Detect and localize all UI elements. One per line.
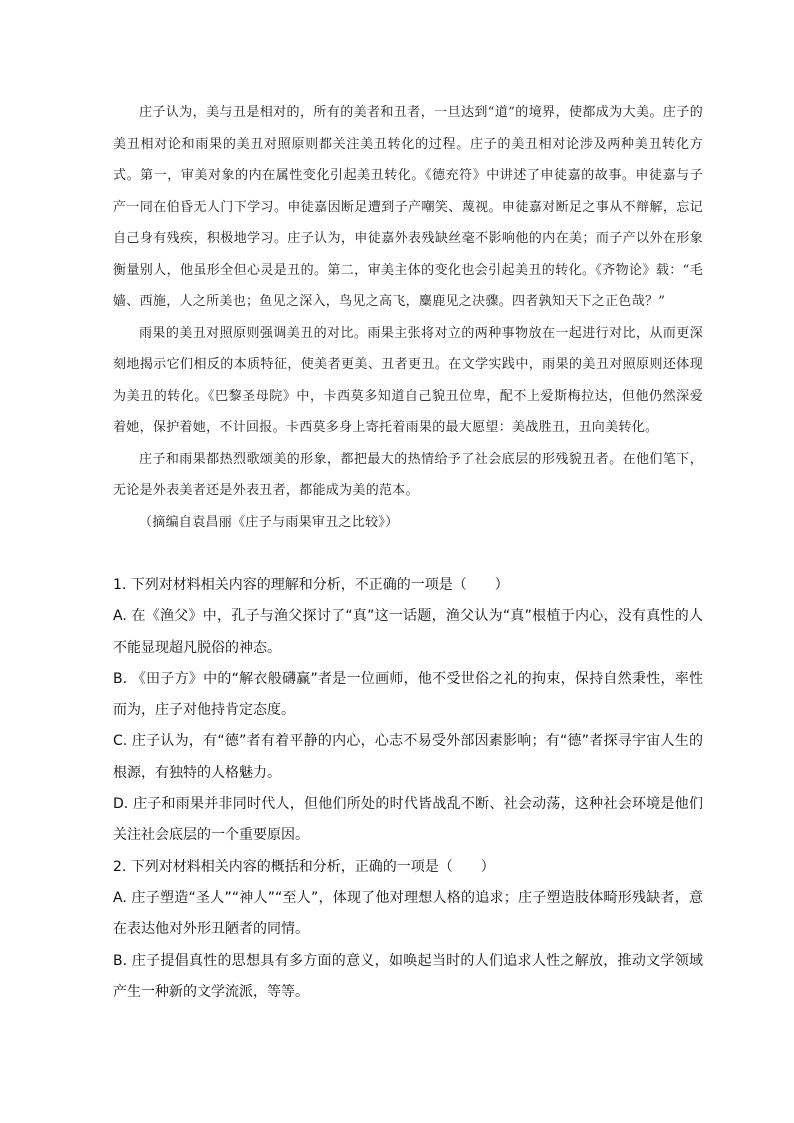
question-2-stem: 2. 下列对材料相关内容的概括和分析，正确的一项是（ ） [113,858,495,875]
passage-source: （摘编自袁昌丽《庄子与雨果审丑之比较》） [139,514,399,530]
question-1-option-b: B. 《田子方》中的“解衣般礴赢”者是一位画师，他不受世俗之礼的拘束，保持自然秉性，率性而为，庄子对他持肯定态度。 [113,670,703,719]
question-1-option-d: D. 庄子和雨果并非同时代人，但他们所处的时代皆战乱不断、社会动荡，这种社会环境是他们关注社会底层的一个重要原因。 [113,796,703,844]
reading-passage [113,97,703,538]
question-1-option-a: A. 在《渔父》中，孔子与渔父探讨了“真”这一话题，渔父认为“真”根植于内心，没有真性的人不能显现超凡脱俗的神态。 [113,608,703,656]
question-section [113,570,703,1008]
question-2-option-a: A. 庄子塑造“圣人”“神人”“至人”，体现了他对理想人格的追求；庄子塑造肢体畸形残缺者，意在表达他对外形丑陋者的同情。 [113,889,703,938]
passage-paragraph-3: 庄子和雨果都热烈歌颂美的形象，都把最大的热情给予了社会底层的形残貌丑者。在他们笔下，无论是外表美者还是外表丑者，都能成为美的范本。 [113,451,703,498]
question-1-option-c: C. 庄子认为，有“德”者有着平静的内心，心志不易受外部因素影响；有“德”者探寻宇宙人生的根源，有独特的人格魅力。 [113,733,703,781]
question-2-option-b: B. 庄子提倡真性的思想具有多方面的意义，如唤起当时的人们追求人性之解放，推动文学领域产生一种新的文学流派，等等。 [113,952,703,1000]
passage-paragraph-1: 庄子认为，美与丑是相对的，所有的美者和丑者，一旦达到“道”的境界，使都成为大美。庄子的美丑相对论和雨果的美丑对照原则都关注美丑转化的过程。庄子的美丑相对论涉及两种美丑转化方式。第一，审美对象的内在属性变化引起美丑转化。《德充符》中讲述了申徒嘉的故事。申徒嘉与子产一同在伯昏无人门下学习。申徒嘉因断足遭到子产嘲笑、蔑视。申徒嘉对断足之事从不辩解，忘记自己身有残疾，积极地学习。庄子认为，申徒嘉外表残缺丝毫不影响他的内在美；而子产以外在形象衡量别人，他虽形全但心灵是丑的。第二，审美主体的变化也会引起美丑的转化。《齐物论》载：“毛嫱、西施，人之所美也；鱼见之深入，鸟见之高飞，麋鹿见之决骤。四者孰知天下之正色哉？” [113,105,703,309]
question-1-stem: 1. 下列对材料相关内容的理解和分析，不正确的一项是（ ） [113,577,509,593]
passage-paragraph-2: 雨果的美丑对照原则强调美丑的对比。雨果主张将对立的两种事物放在一起进行对比，从而更深刻地揭示它们相反的本质特征，使美者更美、丑者更丑。在文学实践中，雨果的美丑对照原则还体现为美丑的转化。《巴黎圣母院》中，卡西莫多知道自己貌丑位卑，配不上爱斯梅拉达，但他仍然深爱着她，保护着她，不计回报。卡西莫多身上寄托着雨果的最大愿望：美战胜丑，丑向美转化。 [113,325,703,435]
